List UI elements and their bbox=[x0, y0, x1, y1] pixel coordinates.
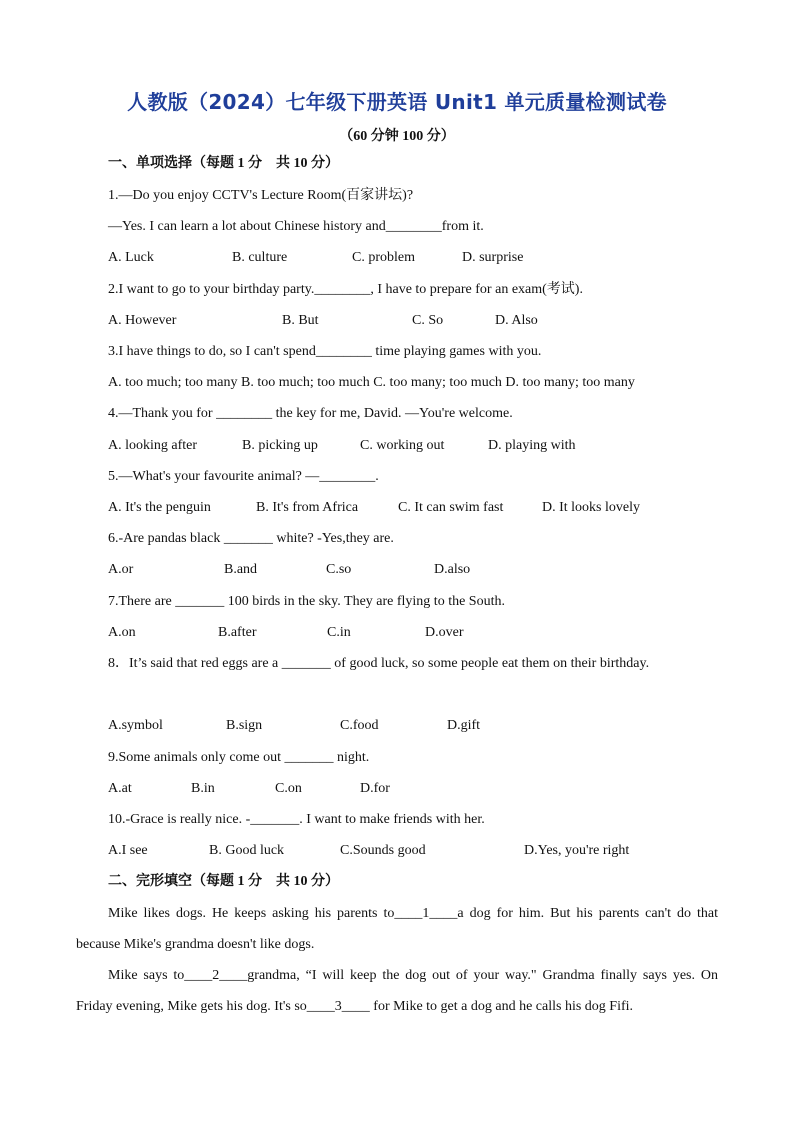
question-3-options: A. too much; too many B. too much; too much C. too many; too much D. too many; too many bbox=[108, 375, 635, 390]
question-2-option-b: B. But bbox=[282, 313, 319, 328]
question-8-option-a: A.symbol bbox=[108, 718, 163, 733]
section-heading-single-choice: 一、单项选择（每题 1 分 共 10 分） bbox=[108, 156, 339, 171]
question-1-option-a: A. Luck bbox=[108, 250, 154, 265]
question-9-option-c: C.on bbox=[275, 781, 302, 796]
question-10-option-c: C.Sounds good bbox=[340, 843, 426, 858]
question-5-stem: 5.—What's your favourite animal? —________. bbox=[108, 469, 379, 484]
question-5-option-b: B. It's from Africa bbox=[256, 500, 359, 515]
question-10-option-b: B. Good luck bbox=[209, 843, 285, 858]
question-8-option-c: C.food bbox=[340, 718, 379, 733]
question-10-option-a: A.I see bbox=[108, 843, 148, 858]
cloze-paragraph-2: Mike says to____2____grandma, “I will keep the dog out of your way." Grandma finally says yes. On Friday evening, Mike gets his dog. It's so____3____ for Mike to get a dog and he calls his dog Fifi. bbox=[76, 968, 718, 1014]
question-9-option-d: D.for bbox=[360, 781, 390, 796]
question-10-stem: 10.-Grace is really nice. -_______. I want to make friends with her. bbox=[108, 812, 485, 827]
question-5-option-c: C. It can swim fast bbox=[398, 500, 504, 515]
question-4-option-c: C. working out bbox=[360, 438, 445, 453]
page-subtitle: （60 分钟 100 分） bbox=[339, 129, 455, 144]
question-8-option-d: D.gift bbox=[447, 718, 481, 733]
question-6-stem: 6.-Are pandas black _______ white? -Yes,they are. bbox=[108, 531, 394, 546]
question-2-option-c: C. So bbox=[412, 313, 444, 328]
question-1-stem: 1.—Do you enjoy CCTV's Lecture Room(百家讲坛)? bbox=[108, 188, 414, 203]
question-6-option-c: C.so bbox=[326, 562, 352, 577]
question-2-stem: 2.I want to go to your birthday party.________, I have to prepare for an exam(考试). bbox=[108, 282, 583, 297]
question-4-stem: 4.—Thank you for ________ the key for me, David. —You're welcome. bbox=[108, 406, 513, 421]
question-5-option-a: A. It's the penguin bbox=[108, 500, 211, 515]
question-8-option-b: B.sign bbox=[226, 718, 263, 733]
question-4-option-b: B. picking up bbox=[242, 438, 318, 453]
question-7-option-d: D.over bbox=[425, 625, 464, 640]
page-title: 人教版（2024）七年级下册英语 Unit1 单元质量检测试卷 bbox=[127, 90, 667, 114]
question-2-option-d: D. Also bbox=[495, 313, 538, 328]
question-1-stem-2: —Yes. I can learn a lot about Chinese history and________from it. bbox=[108, 219, 484, 234]
question-3-stem: 3.I have things to do, so I can't spend________ time playing games with you. bbox=[108, 344, 542, 359]
question-6-option-a: A.or bbox=[108, 562, 134, 577]
question-9-option-a: A.at bbox=[108, 781, 132, 796]
cloze-paragraph-1: Mike likes dogs. He keeps asking his parents to____1____a dog for him. But his parents can't do that because Mike's grandma doesn't like dogs. bbox=[76, 906, 718, 952]
question-7-stem: 7.There are _______ 100 birds in the sky. They are flying to the South. bbox=[108, 594, 505, 609]
question-7-option-b: B.after bbox=[218, 625, 257, 640]
question-2-option-a: A. However bbox=[108, 313, 177, 328]
question-6-option-d: D.also bbox=[434, 562, 471, 577]
question-8-stem: 8．It’s said that red eggs are a _______ of good luck, so some people eat them on their birthday. bbox=[108, 656, 650, 671]
question-5-option-d: D. It looks lovely bbox=[542, 500, 640, 515]
question-10-option-d: D.Yes, you're right bbox=[524, 843, 630, 858]
question-6-option-b: B.and bbox=[224, 562, 258, 577]
question-4-option-d: D. playing with bbox=[488, 438, 576, 453]
question-1-option-d: D. surprise bbox=[462, 250, 524, 265]
question-9-option-b: B.in bbox=[191, 781, 215, 796]
question-9-stem: 9.Some animals only come out _______ night. bbox=[108, 750, 370, 765]
question-7-option-a: A.on bbox=[108, 625, 136, 640]
question-1-option-b: B. culture bbox=[232, 250, 288, 265]
question-7-option-c: C.in bbox=[327, 625, 351, 640]
question-1-option-c: C. problem bbox=[352, 250, 415, 265]
section-heading-cloze: 二、完形填空（每题 1 分 共 10 分） bbox=[108, 874, 339, 889]
question-4-option-a: A. looking after bbox=[108, 438, 198, 453]
